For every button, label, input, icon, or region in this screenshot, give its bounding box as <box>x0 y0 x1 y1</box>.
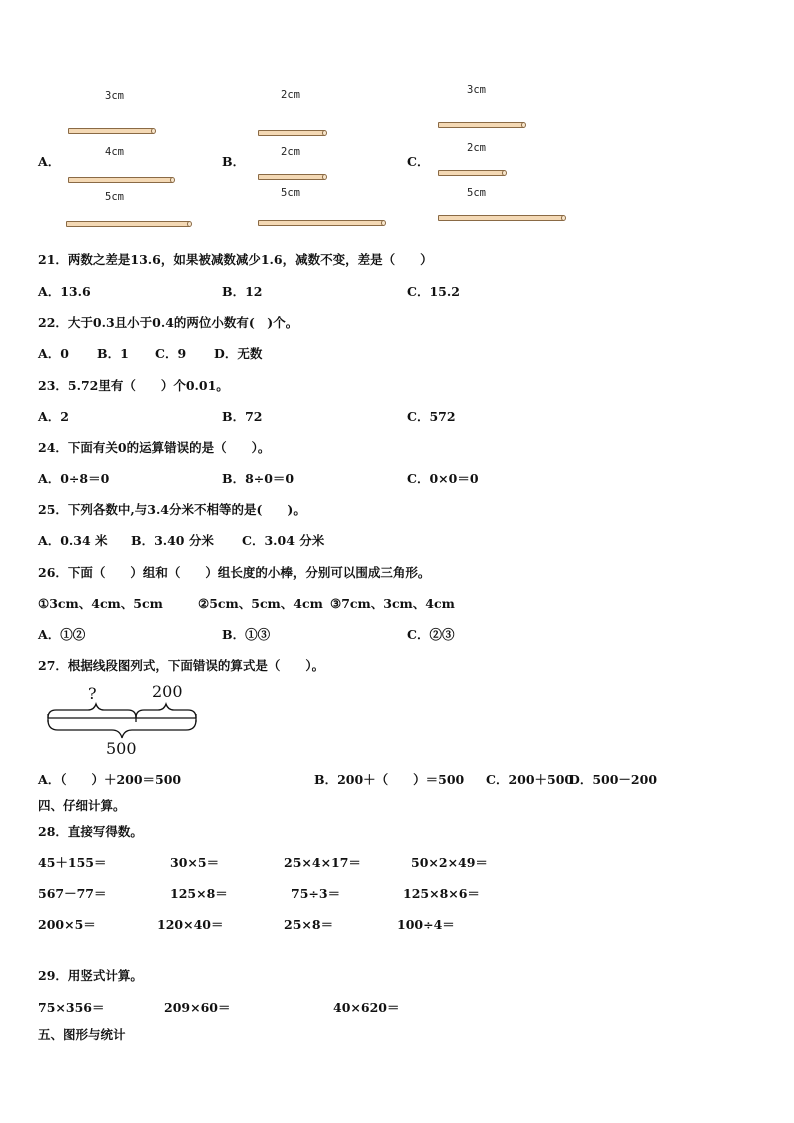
stick-length-label: 3cm <box>467 84 486 96</box>
stick-length-label: 2cm <box>281 146 300 158</box>
q22-option-b[interactable]: B．1 <box>97 346 129 361</box>
question-23: 23．5.72里有（ ）个0.01。 <box>38 378 229 393</box>
question-24: 24．下面有关0的运算错误的是（ ）。 <box>38 440 271 455</box>
stick-length-label: 2cm <box>467 142 486 154</box>
stick <box>258 174 325 180</box>
question-22: 22．大于0.3且小于0.4的两位小数有( )个。 <box>38 315 299 330</box>
stick <box>438 170 505 176</box>
stick <box>68 177 173 183</box>
q27-option-c[interactable]: C．200＋500 <box>486 772 574 787</box>
bottom-brace-total <box>48 720 196 738</box>
q25-option-b[interactable]: B．3.40 分米 <box>131 533 214 548</box>
q24-option-c[interactable]: C．0×0＝0 <box>407 471 479 486</box>
stick-length-label: 5cm <box>281 187 300 199</box>
q26-group-1: ①3cm、4cm、5cm <box>38 596 163 611</box>
stick-length-label: 2cm <box>281 89 300 101</box>
stick-length-label: 5cm <box>105 191 124 203</box>
q26-option-a[interactable]: A．①② <box>38 627 86 642</box>
q24-option-b[interactable]: B．8÷0＝0 <box>222 471 295 486</box>
q26-option-b[interactable]: B．①③ <box>222 627 271 642</box>
question-26: 26．下面（ ）组和（ ）组长度的小棒，分别可以围成三角形。 <box>38 565 431 580</box>
q25-option-c[interactable]: C．3.04 分米 <box>242 533 325 548</box>
stick <box>438 215 564 221</box>
calc-item: 200×5＝ <box>38 917 96 932</box>
question-28: 28．直接写得数。 <box>38 824 143 839</box>
calc-item: 30×5＝ <box>170 855 220 870</box>
calc-item: 75÷3＝ <box>291 886 341 901</box>
option-label: A． <box>38 154 61 169</box>
calc-item: 567－77＝ <box>38 886 107 901</box>
brace-diagram <box>44 700 204 742</box>
q22-option-c[interactable]: C．9 <box>155 346 187 361</box>
q25-option-a[interactable]: A．0.34 米 <box>38 533 108 548</box>
q21-option-a[interactable]: A．13.6 <box>38 284 91 299</box>
stick-length-label: 4cm <box>105 146 124 158</box>
q26-group-2: ②5cm、5cm、4cm <box>198 596 323 611</box>
unknown-label: ? <box>88 684 97 703</box>
vertical-calc-item: 40×620＝ <box>333 1000 400 1015</box>
q22-option-a[interactable]: A．0 <box>38 346 69 361</box>
stick <box>258 130 325 136</box>
q21-option-b[interactable]: B．12 <box>222 284 263 299</box>
q27-option-a[interactable]: A．（ ）＋200＝500 <box>38 772 182 787</box>
section-heading-4: 四、仔细计算。 <box>38 798 126 813</box>
option-label: C． <box>407 154 430 169</box>
q26-group-3: ③7cm、3cm、4cm <box>330 596 455 611</box>
calc-item: 125×8×6＝ <box>403 886 480 901</box>
q23-option-c[interactable]: C．572 <box>407 409 456 424</box>
q24-option-a[interactable]: A．0÷8＝0 <box>38 471 110 486</box>
stick-length-label: 5cm <box>467 187 486 199</box>
calc-item: 125×8＝ <box>170 886 228 901</box>
calc-item: 120×40＝ <box>157 917 224 932</box>
stick <box>438 122 524 128</box>
q27-option-d[interactable]: D．500－200 <box>569 772 658 787</box>
stick <box>68 128 154 134</box>
q26-option-c[interactable]: C．②③ <box>407 627 455 642</box>
part-label: 200 <box>152 682 183 701</box>
question-27: 27．根据线段图列式，下面错误的算式是（ ）。 <box>38 658 325 673</box>
question-29: 29．用竖式计算。 <box>38 968 143 983</box>
q23-option-b[interactable]: B．72 <box>222 409 263 424</box>
top-brace-part <box>136 704 196 718</box>
stick-length-label: 3cm <box>105 90 124 102</box>
q21-option-c[interactable]: C．15.2 <box>407 284 460 299</box>
option-label: B． <box>222 154 246 169</box>
total-label: 500 <box>106 739 137 758</box>
vertical-calc-item: 75×356＝ <box>38 1000 105 1015</box>
stick <box>66 221 190 227</box>
vertical-calc-item: 209×60＝ <box>164 1000 231 1015</box>
question-21: 21．两数之差是13.6，如果被减数减少1.6，减数不变，差是（ ） <box>38 252 433 267</box>
section-heading-5: 五、图形与统计 <box>38 1027 126 1042</box>
question-25: 25．下列各数中,与3.4分米不相等的是( )。 <box>38 502 306 517</box>
q22-option-d[interactable]: D．无数 <box>214 346 263 361</box>
top-brace-unknown <box>48 704 136 718</box>
calc-item: 45＋155＝ <box>38 855 107 870</box>
calc-item: 100÷4＝ <box>397 917 455 932</box>
stick <box>258 220 384 226</box>
q23-option-a[interactable]: A．2 <box>38 409 69 424</box>
q27-option-b[interactable]: B．200＋（ ）＝500 <box>314 772 465 787</box>
calc-item: 25×4×17＝ <box>284 855 361 870</box>
calc-item: 50×2×49＝ <box>411 855 488 870</box>
calc-item: 25×8＝ <box>284 917 334 932</box>
